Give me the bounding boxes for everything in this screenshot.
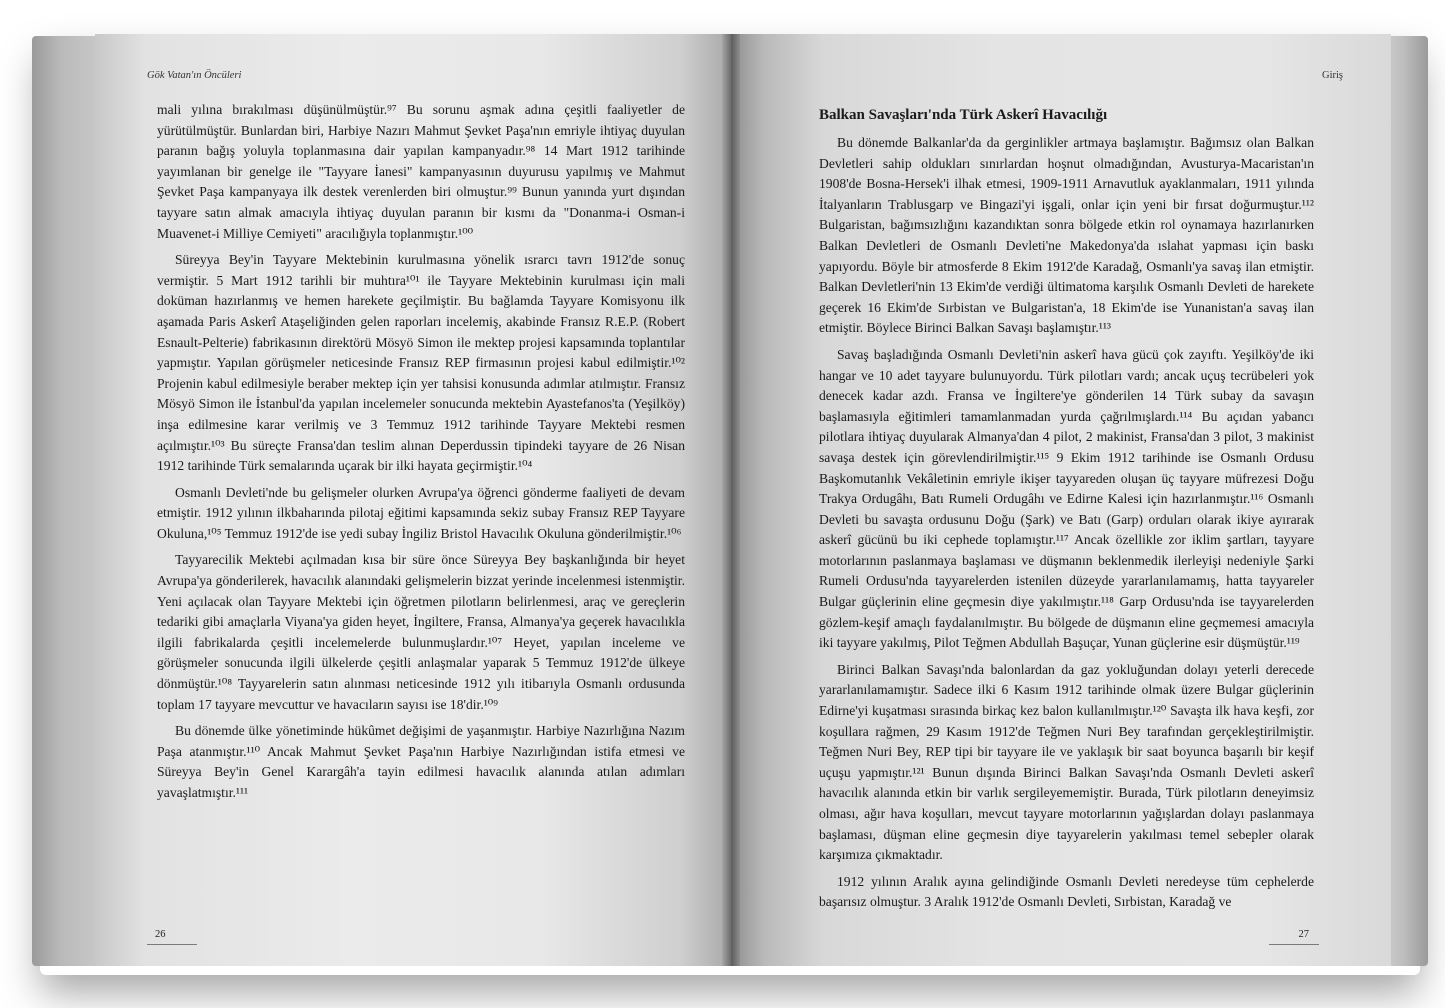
paragraph: Birinci Balkan Savaşı'nda balonlardan da gaz yokluğundan dolayı yeterli derecede yararlanılamamıştır. Sadece ilki 6 Kasım 1912 tarihinde olmak üzere Bulgar güçlerinin Edirne'yi kuşatması sırasında birkaç kez balon kullanılmıştır.¹²⁰ Savaşta ilk hava keşfi, zor koşullara rağmen, 29 Kasım 1912'de Teğmen Nuri Bey tarafından gerçekleştirilmiştir. Teğmen Nuri Bey, REP tipi bir tayyare ile ve yaklaşık bir saat boyunca başarılı bir keşif uçuşu yapmıştır.¹²¹ Bunun dışında Birinci Balkan Savaşı'nda Osmanlı Devleti askerî havacılık alanında etkin bir varlık sergileyememiştir. Burada, Türk pilotların deneyimsiz olması, ağır hava koşulları, mevcut tayyare motorlarının yağışlardan dolayı paslanmaya başlaması, düşman eline geçmesin diye tayyarelerin yakılması temel sebepler olarak karşımıza çıkmaktadır. [819, 661, 1314, 863]
paragraph: 1912 yılının Aralık ayına gelindiğinde Osmanlı Devleti neredeyse tüm cephelerde başarısız olmuştur. 3 Aralık 1912'de Osmanlı Devleti, Sırbistan, Karadağ ve [819, 873, 1314, 910]
page-number-left: 26 [155, 929, 166, 940]
left-page [95, 34, 731, 966]
paragraph: Süreyya Bey'in Tayyare Mektebinin kurulmasına yönelik ısrarcı tavrı 1912'de sonuç vermiştir. 5 Mart 1912 tarihli bir muhtıra¹⁰¹ ile Tayyare Mektebinin kurulması için mali doküman hazırlanmış ve hemen harekete geçilmiştir. Bu bağlamda Tayyare Komisyonu ilk aşamada Paris Askerî Ataşeliğinden gelen raporları incelemiş, akabinde Fransız R.E.P. (Robert Esnault-Pelterie) fabrikasının direktörü Mösyö Simon ile mektep projesi kapsamında toplantılar yapmıştır. Yapılan görüşmeler neticesinde Fransız REP firmasının projesi kabul edilmiştir.¹⁰² Projenin kabul edilmesiyle beraber mektep için yer tahsisi konusunda adımlar atılmıştır. Fransız Mösyö Simon ile İstanbul'da yapılan incelemeler sonucunda mektebin Ayastefanos'ta (Yeşilköy) inşa edilmesine karar verilmiş ve 3 Temmuz 1912 tarihinde Tayyare Mektebi resmen açılmıştır.¹⁰³ Bu süreçte Fransa'dan teslim alınan Deperdussin tipindeki tayyare de 26 Nisan 1912 tarihinde Türk semalarında uçarak bir ilki hayata geçirmiştir.¹⁰⁴ [157, 252, 685, 474]
running-head-right: Giriş [1322, 70, 1343, 81]
paragraph: Tayyarecilik Mektebi açılmadan kısa bir süre önce Süreyya Bey başkanlığında bir heyet Avrupa'ya gönderilerek, havacılık alanındaki gelişmelerin bizzat yerinde incelenmesi istenmiştir. Yeni açılacak olan Tayyare Mektebi için öğretmen pilotların belirlenmesi, araç ve gereçlerin tedariki gibi amaçlarla Viyana'ya giden heyet, İngiltere, Fransa, Almanya'ya geçerek havacılıkla ilgili fabrikalarda çeşitli incelemelerde bulunmuşlardır.¹⁰⁷ Heyet, yapılan inceleme ve görüşmeler sonucunda ilgili ülkelerde çeşitli anlaşmalar yaparak 5 Temmuz 1912'de ülkeye dönmüştür.¹⁰⁸ Tayyarelerin satın alınması neticesinde 1912 yılı itibarıyla Osmanlı ordusunda toplam 17 tayyare mevcuttur ve havacıların sayısı ise 18'dir.¹⁰⁹ [157, 552, 685, 712]
paragraph: Bu dönemde Balkanlar'da da gerginlikler artmaya başlamıştır. Bağımsız olan Balkan Devletleri sahip oldukları sınırlardan hoşnut olmadığından, Avusturya-Macaristan'ın 1908'de Bosna-Hersek'i ilhak etmesi, 1909-1911 Arnavutluk ayaklanmaları, 1911 yılında İtalyanların Trablusgarp ve Bingazi'yi işgali, onlar için yeni bir fırsat doğurmuştur.¹¹² Bulgaristan, bağımsızlığını kazandıktan sonra bölgede etkin rol oynamaya hazırlanırken Balkan Devletleri de Osmanlı Devleti'ne Makedonya'da ıslahat yapması için baskı yapıyordu. Böyle bir atmosferde 8 Ekim 1912'de Karadağ, Osmanlı'ya savaş ilan etmiştir. Balkan Devletleri'nin 13 Ekim'de verdiği ültimatoma karşılık Osmanlı Devleti de harekete geçerek 16 Ekim'de Sırbistan ve Bulgaristan'a, 18 Ekim'de ise Yunanistan'a savaş ilan etmiştir. Böylece Birinci Balkan Savaşı başlamıştır.¹¹³ [819, 135, 1314, 336]
page-number-right: 27 [1298, 929, 1309, 940]
paragraph: mali yılına bırakılması düşünülmüştür.⁹⁷ Bu sorunu aşmak adına çeşitli faaliyetler de yürütülmüştür. Bunlardan biri, Harbiye Nazırı Mahmut Şevket Paşa'nın emriyle ihtiyaç duyulan paranın bağış yoluyla toplanmasına dair yapılan kampanyadır.⁹⁸ 14 Mart 1912 tarihinde yayımlanan bir genelge ile "Tayyare İanesi" kampanyasının duyurusu yapılmış ve Mahmut Şevket Paşa kampanyaya ilk destek verenlerden biri olmuştur.⁹⁹ Bunun yanında yurt dışından tayyare satın almak amacıyla ihtiyaç duyulan paranın bir kısmı da "Donanma-i Osman-i Muavenet-i Milliye Cemiyeti" aracılığıyla toplanmıştır.¹⁰⁰ [157, 102, 685, 241]
page-stack-left [32, 36, 102, 966]
book-gutter [722, 34, 740, 966]
paragraph: Bu dönemde ülke yönetiminde hükûmet değişimi de yaşanmıştır. Harbiye Nazırlığına Nazım Paşa atanmıştır.¹¹⁰ Ancak Mahmut Şevket Paşa'nın Harbiye Nazırlığından istifa etmesi ve Süreyya Bey'in Genel Karargâh'a tayin edilmesi havacılık alanında atılan adımları yavaşlatmıştır.¹¹¹ [157, 723, 685, 800]
left-page-body [157, 100, 685, 810]
right-page-body [819, 102, 1314, 919]
paragraph: Osmanlı Devleti'nde bu gelişmeler olurken Avrupa'ya öğrenci gönderme faaliyeti de devam etmiştir. 1912 yılının ilkbaharında pilotaj eğitimi kapsamında sekiz subay Fransız REP Tayyare Okuluna,¹⁰⁵ Temmuz 1912'de ise yedi subay İngiliz Bristol Havacılık Okuluna gönderilmiştir.¹⁰⁶ [157, 484, 685, 541]
right-page [731, 34, 1391, 966]
folio-rule-right [1269, 944, 1319, 945]
running-head-left: Gök Vatan'ın Öncüleri [147, 70, 242, 81]
folio-rule-left [147, 944, 197, 945]
paragraph: Savaş başladığında Osmanlı Devleti'nin askerî hava gücü çok zayıftı. Yeşilköy'de iki hangar ve 10 adet tayyare bulunuyordu. Türk pilotları vardı; ancak uçuş tecrübeleri yok denecek kadar azdı. Fransa ve İngiltere'ye gönderilen 14 Türk subay da savaşın başlamasıyla eğitimleri tamamlanmadan yurda çağrılmışlardı.¹¹⁴ Bu açıdan yabancı pilotlara ihtiyaç duyularak Almanya'dan 4 pilot, 2 makinist, Fransa'dan 3 pilot, 3 makinist savaşa destek için görevlendirilmiştir.¹¹⁵ 9 Ekim 1912 tarihinde ise Osmanlı Ordusu Başkomutanlık Vekâletinin emriyle ikişer tayyareden oluşan üç tayyare müfrezesi Doğu Trakya Ordugâhı, Batı Rumeli Ordugâhı ve Edirne Kalesi için hazırlanmıştır.¹¹⁶ Osmanlı Devleti bu savaşta ordusunu Doğu (Şark) ve Batı (Garp) orduları olarak ikiye ayırarak askerî gücünü bu iki cephede toplamıştır.¹¹⁷ Ancak özellikle zor iklim şartları, tayyare motorlarının paslanmaya başlaması ve düşmanın beklenmedik ilerleyişi nedeniyle Şarki Rumeli Ordusu'nda tayyarelerden istenilen düzeyde yararlanılamamış, hatta tayyareler Bulgar güçlerinin eline geçmesin diye yakılmıştır.¹¹⁸ Garp Ordusu'nda ise tayyarelerden gözlem-keşif amaçlı faydalanılmıştır. Bu bölgede de düşmanın eline geçmemesi amacıyla iki tayyare yakılmış, Pilot Teğmen Abdullah Başuçar, Yunan güçlerine esir düşmüştür.¹¹⁹ [819, 346, 1314, 651]
section-heading: Balkan Savaşları'nda Türk Askerî Havacılığı [819, 107, 1108, 123]
